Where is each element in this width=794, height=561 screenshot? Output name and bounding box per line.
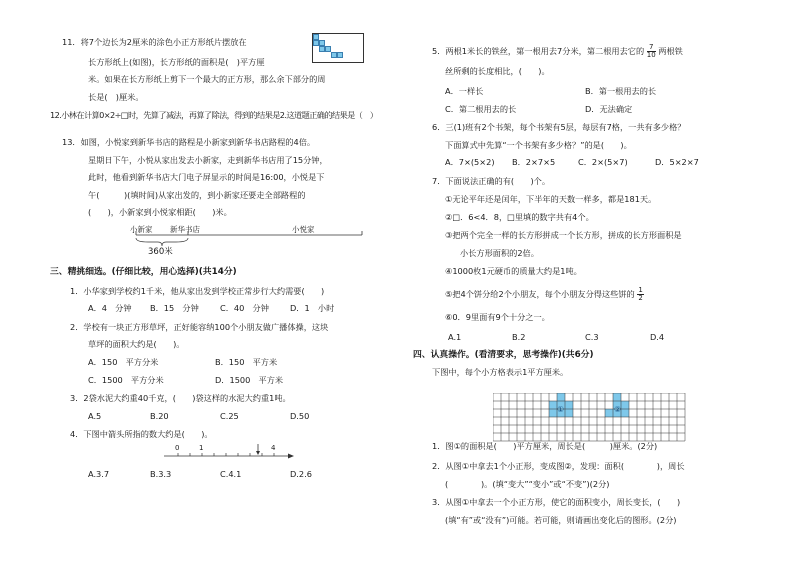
s3-q4-opt-c: C.4.1 [220,469,242,479]
q5-frac-den: 10 [646,51,656,59]
s3-q2-opt-d: D．1500 平方米 [215,375,284,385]
s4-q3-line1: 3．从图①中拿去一个小正方形，使它的面积变小，周长变长，( ) [432,497,681,507]
q5-line2: 丝所剩的长度相比，( )。 [445,66,550,76]
q7-opt-a: A.1 [448,332,462,342]
s3-q2-line1: 2．学校有一块正方形草坪，正好能容纳100个小朋友做广播体操，这块 [70,322,329,332]
q6-opt-b: B．2×7×5 [512,157,556,167]
s3-q3: 3．2袋水泥大约重40千克，( )袋这样的水泥大约重1吨。 [70,393,291,403]
q13-line3: 此时，他看到新华书店大门电子屏显示的时间是16:00，小悦是下 [88,172,325,182]
q11-line3: 米。如果在长方形纸上剪下一个最大的正方形，那么余下部分的周 [88,74,326,84]
q13-line1: 13．如图，小悦家到新华书店的路程是小新家到新华书店路程的4倍。 [62,137,316,147]
s3-q2-opt-c: C．1500 平方分米 [88,375,164,385]
s4-q1: 1．图①的面积是( )平方厘米，周长是( )厘米。(2分) [432,441,658,451]
label-xinxin-home: 小新家 [130,225,153,234]
s3-q3-opt-c: C.25 [220,411,239,421]
s3-q3-opt-b: B.20 [150,411,169,421]
q6-line2: 下面算式中先算“一个书架有多少格？”的是( )。 [445,140,632,150]
q13-line2: 星期日下午，小悦从家出发去小新家，走到新华书店用了15分钟， [88,155,328,165]
s3-q1-opt-b: B．15 分钟 [150,303,199,313]
q5-opt-a: A．一样长 [445,86,484,96]
s3-q2-line2: 草坪的面积大约是( )。 [88,339,185,349]
s3-q4-opt-a: A.3.7 [88,469,110,479]
q5-after: 两根铁 [658,46,683,56]
label-bookstore: 新华书店 [170,225,200,234]
grid-lines [493,393,685,441]
s3-q3-opt-d: D.50 [290,411,310,421]
q7-item-4: ④1000枚1元硬币的质量大约是1吨。 [445,266,582,276]
q4-number-line [160,442,300,464]
q5-text: 5．两根1米长的铁丝，第一根用去7分米，第二根用去它的 [432,46,645,56]
s3-q1-opt-a: A．4 分钟 [88,303,132,313]
q7-item-6: ⑥0．9里面有9个十分之一。 [445,312,550,322]
s4-q3-line2: (填“有”或“没有”)可能。若可能，则请画出变化后的图形。(2分) [445,515,677,525]
q13-line5: ( )，小新家到小悦家相距( )米。 [88,207,232,217]
q6-opt-a: A．7×(5×2) [445,157,495,167]
tick-label-4: 4 [271,444,276,452]
q7-opt-b: B.2 [512,332,526,342]
s3-q2-opt-a: A．150 平方分米 [88,357,159,367]
q5-fraction [647,44,656,59]
q7-item-5-text: ⑤把4个饼分给2个小朋友，每个小朋友分得这些饼的 [445,289,635,299]
q5-line1 [432,44,683,59]
axis-arrowhead [288,454,294,459]
q11-rectangle-figure [312,33,364,63]
s3-q4-opt-b: B.3.3 [150,469,172,479]
tick-label-0: 0 [175,444,180,452]
tick-label-1: 1 [199,444,204,452]
section3-title: 三、精挑细选。(仔细比较，用心选择)(共14分) [50,267,237,277]
q11-line4: 长是( )厘米。 [88,92,144,102]
q7-item-1: ①无论平年还是闰年，下半年的天数一样多，都是181天。 [445,194,657,204]
q7-frac-num: 1 [638,286,643,294]
s4-q2-line1: 2．从图①中拿去1个小正形，变成图②，发现：面积( )，周长 [432,461,685,471]
q7-frac-den: 2 [638,294,643,302]
pointer-arrowhead [256,451,260,455]
q7-item-2: ②□．6<4．8，□里填的数字共有4个。 [445,212,594,222]
s3-q1-opt-d: D．1 小时 [290,303,335,313]
section4-intro: 下图中，每个小方格表示1平方厘米。 [432,367,569,377]
q11-line1: 11．将7个边长为2厘米的涂色小正方形纸片摆放在 [62,37,247,47]
q13-line4: 午( )(填时间)从家出发的，到小新家还要走全部路程的 [88,190,306,200]
shape2-label: ② [614,405,622,414]
q7-item-5 [445,287,644,302]
s4-q2-line2: ( )。(填“变大”“变小”或“不变”)(2分) [445,479,610,489]
section4-title: 四、认真操作。(看清要求，思考操作)(共6分) [413,350,594,360]
s3-q1: 1．小华家到学校约1千米，他从家出发到学校正常步行大约需要( ) [70,286,325,296]
q6-line1: 6．三(1)班有2个书架，每个书架有5层，每层有7格，一共有多少格？ [432,122,686,132]
shape1-cell [549,401,557,409]
s3-q3-opt-a: A.5 [88,411,102,421]
q6-opt-c: C．2×(5×7) [578,157,628,167]
q11-line2: 长方形纸上(如图)，长方形纸的面积是( )平方厘 [88,57,265,67]
q6-opt-d: D．5×2×7 [655,157,699,167]
shape1-cell [549,409,557,417]
s3-q2-opt-b: B．150 平方米 [215,357,278,367]
shape1-label: ① [557,405,565,414]
q7-opt-c: C.3 [585,332,599,342]
q5-frac-num: 7 [647,44,656,52]
s3-q4: 4．下图中箭头所指的数大约是( )。 [70,429,213,439]
q7-opt-d: D.4 [650,332,665,342]
label-yue-home: 小悦家 [292,225,315,234]
q7-item-3-cont: 小长方形面积的2倍。 [460,248,539,258]
q7-item-3: ③把两个完全一样的长方形拼成一个长方形，拼成的长方形面积是 [445,230,682,240]
distance-brace [136,238,188,246]
s3-q1-opt-c: C．40 分钟 [220,303,269,313]
q5-opt-c: C．第二根用去的长 [445,104,517,114]
q7-fraction [637,287,643,302]
s3-q4-opt-d: D.2.6 [290,469,312,479]
q5-opt-b: B．第一根用去的长 [585,86,657,96]
blue-square [337,52,343,58]
square-grid [493,393,687,443]
number-line-ticks [178,453,274,456]
shape2-cell [605,409,613,417]
q5-opt-d: D．无法确定 [585,104,633,114]
q12-text: 12.小林在计算0×2÷□时，先算了减法，再算了除法，得到的结果是2.这道题正确的结果是（ ） [50,110,378,120]
q7-title: 7．下面说法正确的有( )个。 [432,176,551,186]
distance-label: 360米 [148,247,173,257]
